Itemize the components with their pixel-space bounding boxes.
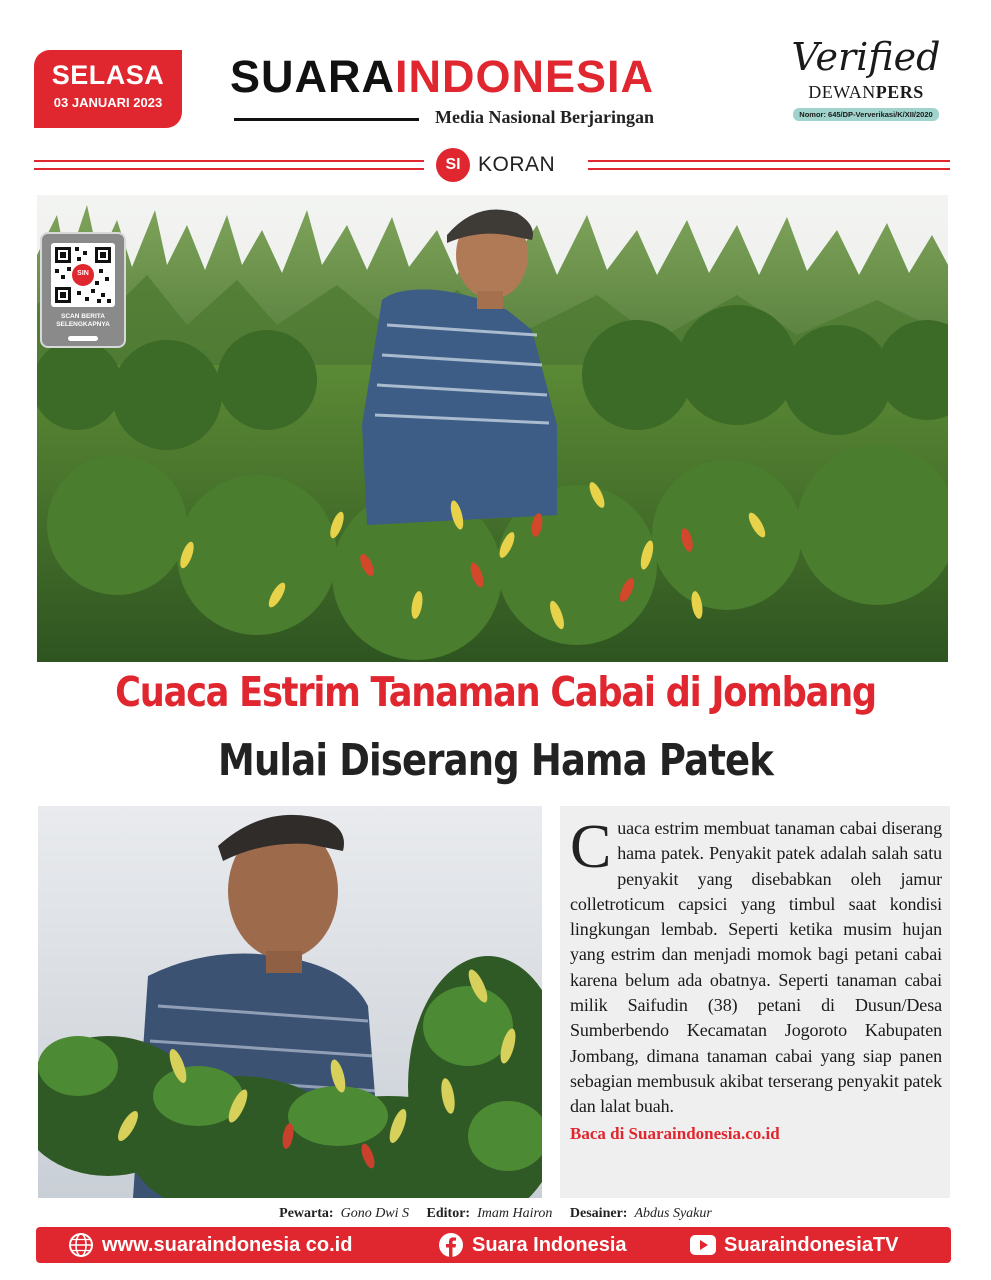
qr-code-icon xyxy=(51,243,115,307)
read-more-link[interactable]: Baca di Suaraindonesia.co.id xyxy=(570,1123,780,1143)
qr-caption xyxy=(42,313,124,329)
footer-bar xyxy=(36,1227,951,1263)
section-rule-right xyxy=(588,160,950,170)
footer-facebook[interactable] xyxy=(438,1227,627,1263)
date-badge xyxy=(34,50,182,128)
issue-date: 03 JANUARI 2023 xyxy=(53,95,163,110)
verified-dewan-pers-badge xyxy=(776,35,956,122)
verified-org-plain: DEWAN xyxy=(808,82,876,102)
qr-center-logo: SIN xyxy=(77,270,89,277)
drop-cap: C xyxy=(570,813,612,881)
section-label: KORAN xyxy=(478,153,556,176)
masthead xyxy=(230,51,750,127)
footer-youtube-label: SuaraindonesiaTV xyxy=(724,1234,899,1256)
verified-org xyxy=(776,82,956,103)
facebook-icon xyxy=(438,1232,464,1258)
qr-caption-line2: SELENGKAPNYA xyxy=(56,321,110,329)
editor-name: Imam Hairon xyxy=(477,1206,553,1221)
qr-code-card[interactable] xyxy=(40,232,126,348)
footer-website[interactable] xyxy=(68,1227,352,1263)
article-text xyxy=(570,813,942,1120)
day-name: SELASA xyxy=(51,60,165,90)
qr-bar xyxy=(68,336,98,341)
designer-name: Abdus Syakur xyxy=(634,1206,712,1221)
verified-org-bold: PERS xyxy=(875,82,924,102)
credits-line xyxy=(0,1206,991,1222)
footer-facebook-label: Suara Indonesia xyxy=(472,1234,627,1256)
qr-caption-line1: SCAN BERITA xyxy=(61,313,105,320)
farmer-close-up-photo xyxy=(38,806,542,1198)
footer-youtube[interactable] xyxy=(690,1227,899,1263)
reporter-name: Gono Dwi S xyxy=(340,1206,410,1221)
section-logo xyxy=(436,148,576,182)
masthead-tagline: Media Nasional Berjaringan xyxy=(435,107,654,127)
reporter-label: Pewarta: xyxy=(279,1206,334,1221)
footer-website-label: www.suaraindonesia co.id xyxy=(102,1234,353,1256)
verified-script: Verified xyxy=(791,35,941,79)
farmer-portrait-photo xyxy=(38,806,542,1198)
verification-number: Nomor: 645/DP-Ververikasi/K/XII/2020 xyxy=(793,108,938,121)
masthead-title xyxy=(230,51,750,102)
masthead-title-part1: SUARA xyxy=(230,51,396,102)
headline-main: Cuaca Estrim Tanaman Cabai di Jombang xyxy=(115,668,876,716)
editor-label: Editor: xyxy=(426,1206,471,1221)
designer-label: Desainer: xyxy=(569,1206,628,1221)
globe-icon xyxy=(68,1232,94,1258)
section-rule-left xyxy=(34,160,424,170)
masthead-rule xyxy=(234,118,419,121)
hero-photo xyxy=(37,195,948,662)
headline-sub: Mulai Diserang Hama Patek xyxy=(217,735,774,786)
article-paragraph: uaca estrim membuat tanaman cabai diserang hama patek. Penyakit patek adalah salah satu penyakit yang disebabkan oleh jamur colletroticum capsici yang timbul saat kondisi lingkungan lembab. Seperti ketika musim hujan yang estrim dan menjadi momok bagi petani cabai karena belum ada obatnya. Seperti tanaman cabai milik Saifudin (38) petani di Dusun/Desa Sumberbendo Kecamatan Jogoroto Kabupaten Jombang, dimana tanaman cabai yang siap panen sebagian membusuk akibat terserang penyakit patek dan lalat buah. xyxy=(570,818,942,1117)
youtube-icon xyxy=(690,1235,716,1255)
si-logo-icon: SI xyxy=(436,148,470,182)
masthead-title-part2: INDONESIA xyxy=(395,51,655,102)
article-body xyxy=(560,806,950,1198)
chili-field-photo xyxy=(37,195,948,662)
